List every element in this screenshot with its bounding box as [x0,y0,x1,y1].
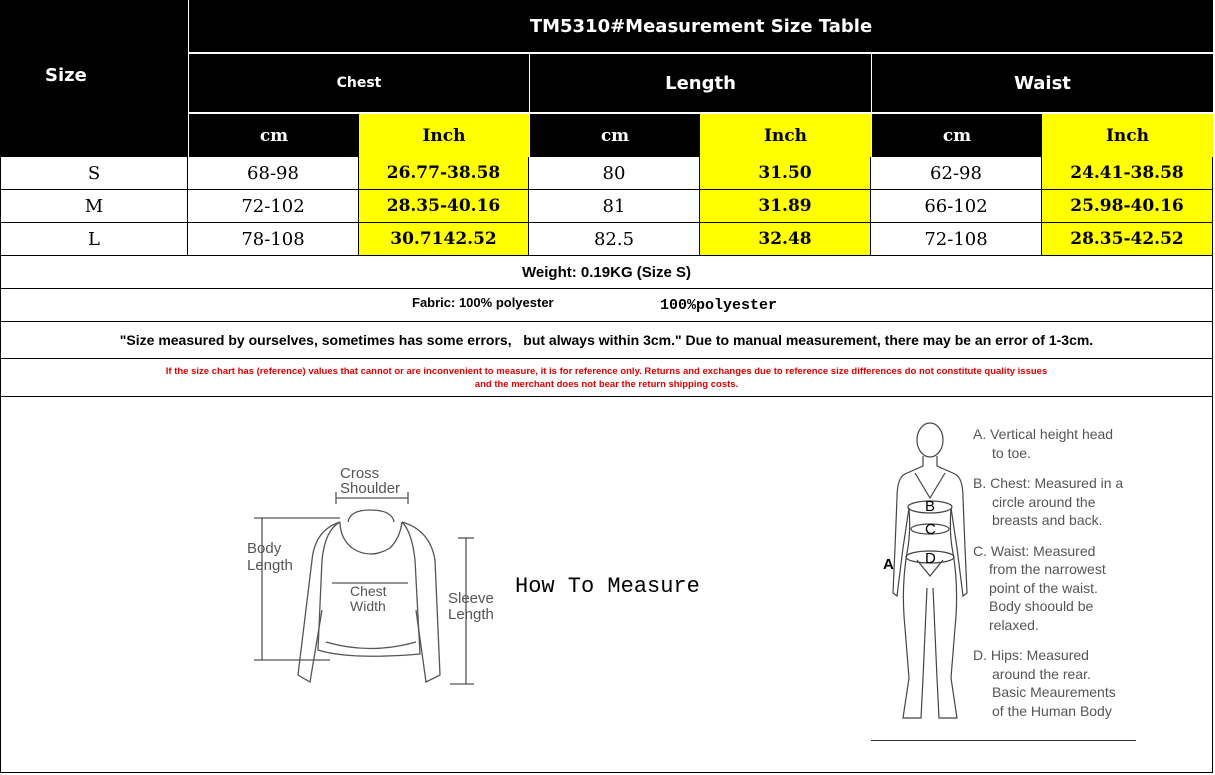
table-cell: 80 [529,157,700,190]
label-chest: Chest [350,583,387,599]
label-cross: Cross [340,465,380,482]
label-width: Width [350,598,386,614]
disclaimer-line-2: and the merchant does not bear the return shipping costs. [474,378,739,390]
unit-chest-inch: Inch [359,114,529,157]
fabric-alt-text: 100%polyester [660,297,778,314]
table-cell: 72-102 [188,190,359,223]
how-to-measure-heading: How To Measure [515,574,700,599]
weight-row [0,256,1213,289]
table-cell: 72-108 [871,223,1042,256]
unit-chest-cm: cm [188,114,359,157]
measure-note-text: "Size measured by ourselves, sometimes has some errors, but always within 3cm." Due to manual measurement, there may be an error of 1-3cm. [119,332,1094,348]
table-cell: 31.50 [700,157,871,190]
fabric-text: Fabric: 100% polyester [412,295,554,310]
body-letter-a: A [883,556,894,573]
unit-length-cm: cm [529,114,700,157]
table-cell: 78-108 [188,223,359,256]
label-body-length: Length [247,557,293,574]
legend-d: D. Hips: Measured around the rear. Basic Meaurements of the Human Body [973,647,1116,719]
label-body: Body [247,540,282,557]
legend-c: C. Waist: Measured from the narrowest point of the waist. Body shoould be relaxed. [973,542,1106,633]
table-row-size: S [0,157,188,190]
legend-a: A. Vertical height head to toe. [973,426,1114,461]
size-header-cell [0,0,188,157]
label-sleeve: Sleeve [448,590,494,607]
body-letter-b: B [925,498,936,515]
disclaimer-line-1: If the size chart has (reference) values that cannot or are inconvenient to measure, it is for reference only. Returns and exchanges due to reference size differences do not constitute quality issues [165,365,1048,377]
label-sleeve-length: Length [448,606,494,623]
sweater-diagram [240,460,510,690]
body-letter-d: D [925,550,936,567]
table-cell: 66-102 [871,190,1042,223]
table-cell: 81 [529,190,700,223]
table-cell: 82.5 [529,223,700,256]
body-figure [875,418,985,728]
table-cell: 26.77-38.58 [359,157,529,190]
group-header-waist: Waist [871,54,1213,112]
group-header-chest: Chest [188,54,529,112]
size-header-label: Size [45,65,87,86]
weight-text: Weight: 0.19KG (Size S) [522,263,691,281]
legend-underline [871,740,1136,741]
table-cell: 62-98 [871,157,1042,190]
label-shoulder: Shoulder [340,480,401,497]
table-cell: 30.7142.52 [359,223,529,256]
table-cell: 28.35-42.52 [1042,223,1213,256]
table-cell: 28.35-40.16 [359,190,529,223]
table-cell: 25.98-40.16 [1042,190,1213,223]
table-row-size: L [0,223,188,256]
legend-b: B. Chest: Measured in a circle around the breasts and back. [973,475,1124,528]
disclaimer-row [0,359,1213,397]
unit-length-inch: Inch [700,114,871,157]
table-cell: 32.48 [700,223,871,256]
table-cell: 24.41-38.58 [1042,157,1213,190]
unit-waist-cm: cm [871,114,1042,157]
table-cell: 31.89 [700,190,871,223]
fabric-row [0,289,1213,322]
table-row-size: M [0,190,188,223]
measure-note-row [0,322,1213,359]
body-letter-c: C [925,521,936,538]
human-body-icon [893,423,967,718]
measure-legend [973,425,1123,720]
table-title: TM5310#Measurement Size Table [188,0,1213,52]
unit-waist-inch: Inch [1042,114,1213,157]
table-cell: 68-98 [188,157,359,190]
group-header-length: Length [529,54,871,112]
